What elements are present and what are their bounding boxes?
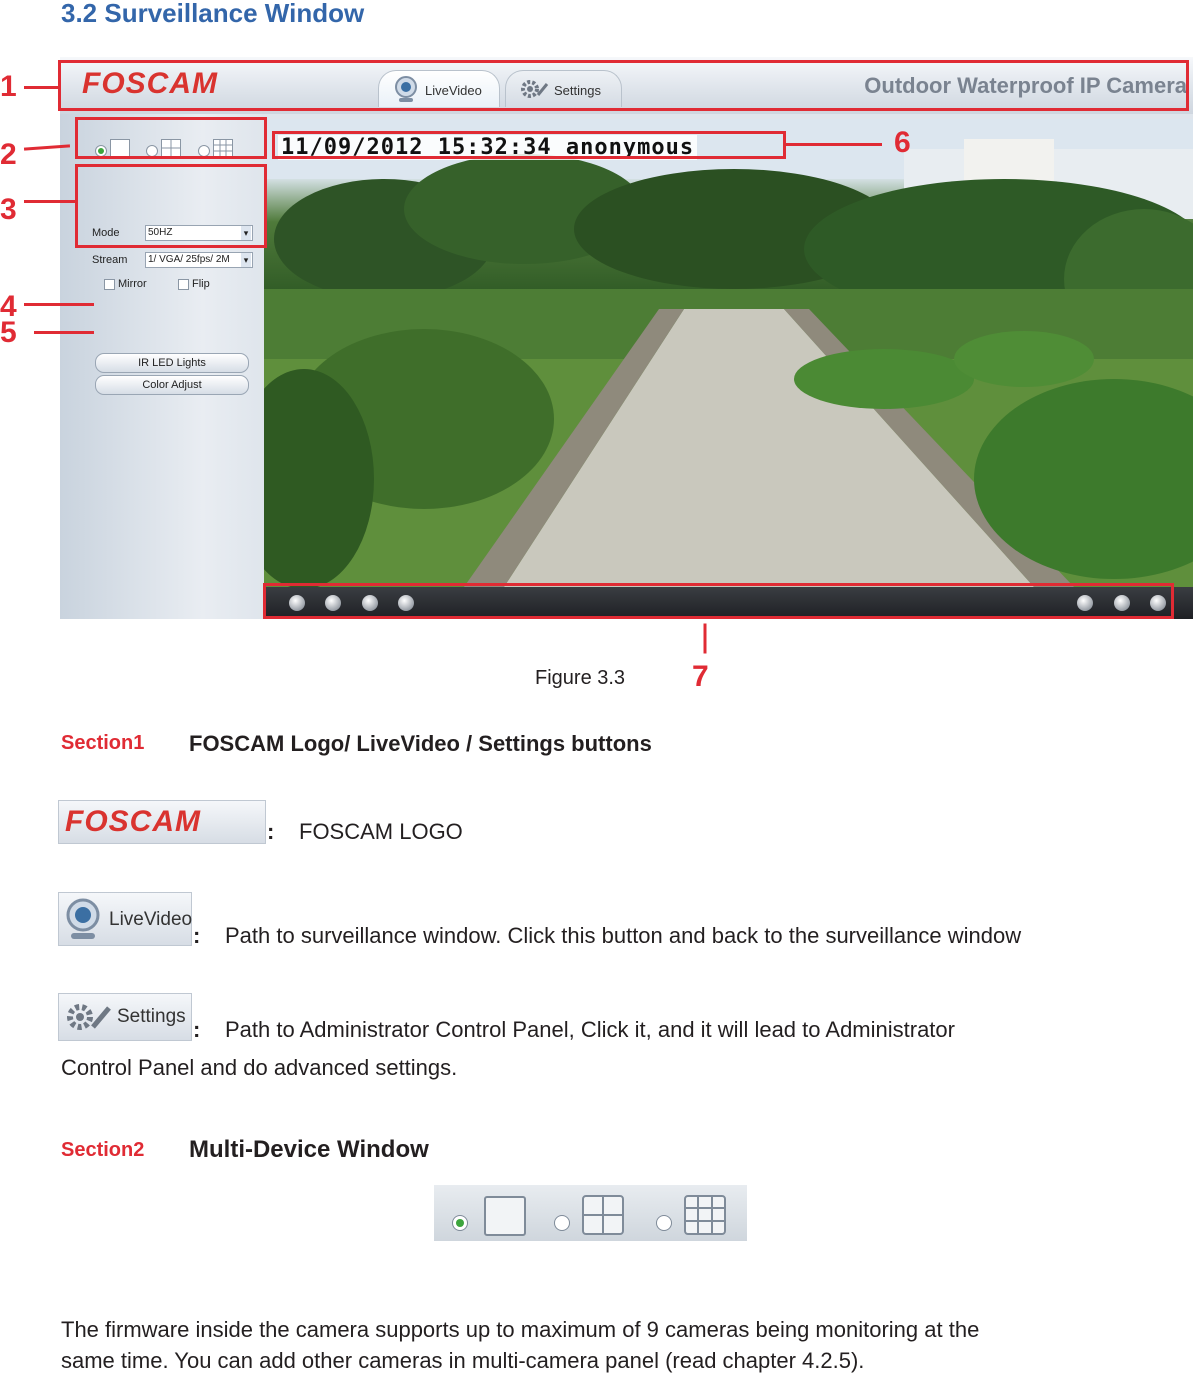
mode-select[interactable]: 50HZ ▾ [145,225,253,241]
mirror-checkbox[interactable] [104,279,115,290]
callout-box-7 [263,583,1174,619]
callout-box-2 [75,117,267,159]
callout-arrow-5 [34,331,94,334]
webcam-icon [63,897,103,946]
callout-arrow-1 [24,86,58,89]
section1-label: Section1 [61,732,145,754]
tab-livevideo-label: LiveVideo [425,83,482,98]
mirror-label: Mirror [118,278,147,290]
logo-colon: : [267,819,275,844]
callout-number-2: 2 [0,138,17,171]
callout-box-1 [58,60,1189,111]
section2-paragraph-line2: same time. You can add other cameras in multi-camera panel (read chapter 4.2.5). [61,1348,865,1373]
multi-device-panel [434,1185,747,1241]
settings-thumb-label: Settings [117,1006,186,1027]
stream-select[interactable]: 1/ VGA/ 25fps/ 2M ▾ [145,252,253,268]
product-name: Outdoor Waterproof IP Camera [864,73,1187,98]
ir-led-lights-button[interactable]: IR LED Lights [95,353,249,373]
tab-settings-label: Settings [554,83,601,98]
layout-1-radio[interactable] [452,1215,468,1231]
callout-box-3 [75,164,267,248]
layout-1-icon [484,1196,526,1236]
livevideo-thumbnail [58,892,192,946]
layout-4-radio[interactable] [554,1215,570,1231]
callout-arrow-4 [24,303,94,306]
settings-thumbnail [58,993,192,1041]
park-scene-image [264,119,1193,587]
gear-wrench-icon [65,1000,113,1039]
foscam-logo-thumbnail [58,800,266,844]
live-video[interactable] [264,119,1193,587]
layout-9-icon [684,1195,726,1240]
foscam-logo: FOSCAM [65,805,201,838]
callout-number-7: 7 [692,660,709,693]
video-osd-timestamp: 11/09/2012 15:32:34 anonymous [278,135,697,160]
callout-number-6: 6 [894,126,911,159]
color-adjust-button[interactable]: Color Adjust [95,375,249,395]
page-heading: 3.2 Surveillance Window [61,0,365,28]
flip-checkbox[interactable] [178,279,189,290]
foscam-logo: FOSCAM [82,67,218,100]
livevideo-description: Path to surveillance window. Click this button and back to the surveillance window [225,923,1022,948]
callout-number-3: 3 [0,193,17,226]
settings-colon: : [193,1017,201,1042]
callout-arrow-6 [786,143,882,146]
callout-number-5: 5 [0,316,17,349]
flip-label: Flip [192,278,210,290]
section2-paragraph-line1: The firmware inside the camera supports up to maximum of 9 cameras being monitoring at the [61,1317,980,1342]
settings-description-continued: Control Panel and do advanced settings. [61,1055,458,1080]
layout-9-radio[interactable] [656,1215,672,1231]
section2-title: Multi-Device Window [189,1136,429,1163]
callout-number-4: 4 [0,290,17,323]
figure-caption: Figure 3.3 [535,667,626,689]
logo-description: FOSCAM LOGO [299,819,463,844]
livevideo-thumb-label: LiveVideo [109,909,193,930]
callout-arrow-7 [704,624,707,654]
section2-label: Section2 [61,1139,145,1161]
live-colon: : [193,923,201,948]
mode-label: Mode [92,227,120,239]
layout-4-icon [582,1195,624,1240]
callout-box-6 [272,131,786,159]
stream-label: Stream [92,254,128,266]
settings-description: Path to Administrator Control Panel, Click it, and it will lead to Administrator [225,1017,955,1042]
callout-number-1: 1 [0,70,17,103]
section1-title: FOSCAM Logo/ LiveVideo / Settings buttons [189,731,652,756]
callout-arrow-3 [24,200,75,203]
